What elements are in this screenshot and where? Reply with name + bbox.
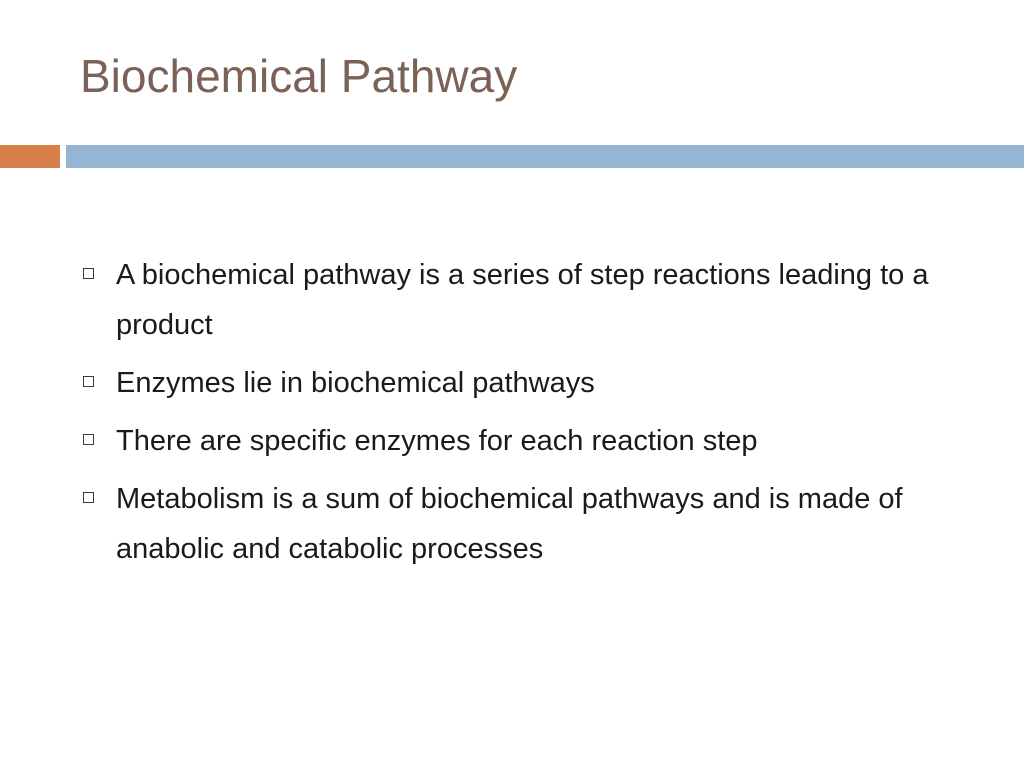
title-accent-bar — [0, 145, 60, 168]
slide-title: Biochemical Pathway — [80, 50, 518, 102]
title-divider-bar — [66, 145, 1024, 168]
bullet-text: Metabolism is a sum of biochemical pathways and is made of anabolic and catabolic processes — [116, 483, 903, 565]
bullet-item — [80, 358, 970, 408]
bullet-text: There are specific enzymes for each reaction step — [116, 425, 758, 457]
bullet-item — [80, 416, 970, 466]
bullet-item — [80, 250, 970, 350]
hollow-square-icon — [83, 376, 94, 387]
bullet-list — [80, 250, 970, 582]
bullet-text: Enzymes lie in biochemical pathways — [116, 367, 595, 399]
hollow-square-icon — [83, 492, 94, 503]
hollow-square-icon — [83, 268, 94, 279]
bullet-item — [80, 474, 970, 574]
bullet-text: A biochemical pathway is a series of step reactions leading to a product — [116, 259, 929, 341]
hollow-square-icon — [83, 434, 94, 445]
